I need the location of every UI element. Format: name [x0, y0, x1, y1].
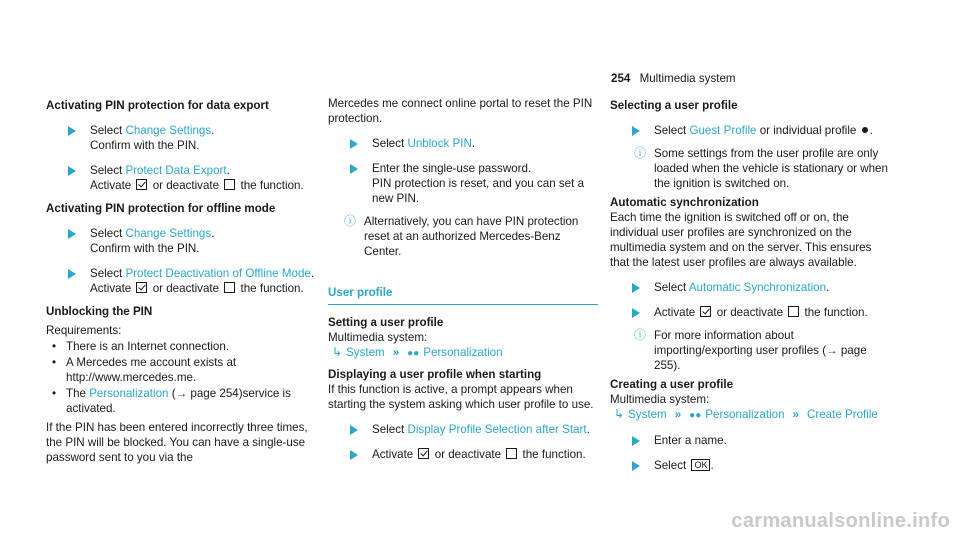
checkbox-checked-icon — [136, 282, 147, 293]
menu-link-unblock-pin[interactable]: Unblock PIN — [407, 137, 472, 150]
step: Select Guest Profile or individual profile . — [610, 123, 890, 138]
step-arrow-icon — [632, 436, 640, 446]
menu-link-automatic-sync[interactable]: Automatic Synchronization — [688, 281, 827, 294]
heading-pin-data-export: Activating PIN protection for data export — [46, 99, 269, 112]
checkbox-empty-icon — [788, 306, 799, 317]
step-arrow-icon — [632, 308, 640, 318]
column-1 — [46, 96, 316, 465]
step-arrow-icon — [632, 126, 640, 136]
heading-pin-offline-mode: Activating PIN protection for offline mode — [46, 202, 276, 215]
step: Enter a name. — [610, 433, 890, 448]
checkbox-empty-icon — [224, 282, 235, 293]
step-arrow-icon — [350, 450, 358, 460]
requirements-label: Requirements: — [46, 324, 122, 337]
chevron-double-right-icon: » — [792, 408, 799, 421]
heading-creating-user-profile: Creating a user profile — [610, 378, 734, 391]
paragraph: Each time the ignition is switched off or on, the individual user profiles are synchronized on the multimedia system and on the server. This ensures that the latest user profiles are always available. — [610, 211, 872, 269]
column-3 — [610, 96, 890, 481]
menu-path — [328, 345, 598, 361]
menu-link-personalization[interactable]: Personalization — [705, 408, 785, 421]
heading-setting-user-profile: Setting a user profile — [328, 316, 444, 329]
section-name: Multimedia system — [639, 72, 736, 85]
checkbox-checked-icon — [136, 179, 147, 190]
paragraph: If this function is active, a prompt appears when starting the system asking which user profile to use. — [328, 383, 594, 411]
step-arrow-icon — [68, 166, 76, 176]
heading-auto-sync: Automatic synchronization — [610, 196, 759, 209]
link-personalization[interactable]: Personalization — [89, 387, 169, 400]
info-icon: ⓘ — [634, 328, 647, 342]
personalization-icon: ●● — [407, 348, 420, 359]
step: Select Protect Data Export. Activate or deactivate the function. — [46, 163, 316, 193]
list-item: • A Mercedes me account exists at http://www.mercedes.me. — [46, 355, 316, 385]
menu-path-icon: ↳ — [614, 407, 625, 421]
step-arrow-icon — [68, 269, 76, 279]
radio-selected-icon — [862, 127, 868, 133]
info-note: ⓘ Alternatively, you can have PIN protection reset at an authorized Mercedes-Benz Center. — [344, 214, 579, 258]
step: Select Automatic Synchronization. — [610, 280, 890, 295]
step-arrow-icon — [632, 283, 640, 293]
step: Select Unblock PIN. — [328, 136, 598, 151]
menu-path-icon: ↳ — [332, 345, 343, 359]
step: Activate or deactivate the function. — [328, 447, 598, 462]
checkbox-checked-icon — [700, 306, 711, 317]
info-note: ⓘ Some settings from the user profile are only loaded when the vehicle is stationary or when the ignition is switched on. — [634, 146, 888, 190]
chevron-double-right-icon: » — [674, 408, 682, 421]
paragraph: If the PIN has been entered incorrectly three times, the PIN will be blocked. You can have a single-use password sent to you via the — [46, 421, 308, 464]
chevron-double-right-icon: » — [392, 346, 400, 359]
column-2 — [328, 96, 598, 470]
checkbox-checked-icon — [418, 448, 429, 459]
menu-link-protect-data-export[interactable]: Protect Data Export — [125, 164, 227, 177]
step: Select Change Settings. Confirm with the PIN. — [46, 226, 316, 256]
step-arrow-icon — [632, 461, 640, 471]
menu-link-create-profile[interactable]: Create Profile — [807, 408, 878, 421]
personalization-icon: ●● — [689, 410, 702, 421]
page-number: 254 — [611, 72, 631, 85]
info-icon: ⓘ — [344, 214, 357, 228]
multimedia-system-label: Multimedia system: — [328, 331, 428, 344]
step-arrow-icon — [350, 425, 358, 435]
menu-link-protect-deactivation-offline[interactable]: Protect Deactivation of Offline Mode — [125, 267, 311, 280]
step-arrow-icon — [350, 139, 358, 149]
step-arrow-icon — [350, 164, 358, 174]
ok-button[interactable]: OK — [691, 459, 710, 471]
menu-link-guest-profile[interactable]: Guest Profile — [689, 124, 757, 137]
menu-link-display-profile-selection[interactable]: Display Profile Selection after Start — [407, 423, 587, 436]
paragraph: Mercedes me connect online portal to reset the PIN protection. — [328, 97, 593, 125]
watermark: carmanualsonline.info — [731, 510, 950, 532]
step: Select Protect Deactivation of Offline Mode. Activate or deactivate the function. — [46, 266, 316, 296]
list-item: • There is an Internet connection. — [46, 339, 316, 354]
checkbox-empty-icon — [224, 179, 235, 190]
menu-path — [610, 407, 890, 423]
step: Select Display Profile Selection after Start. — [328, 422, 598, 437]
step: Enter the single-use password. PIN protection is reset, and you can set a new PIN. — [328, 161, 598, 206]
section-title-user-profile: User profile — [328, 285, 598, 305]
menu-link-system[interactable]: System — [346, 346, 385, 359]
step-arrow-icon — [68, 126, 76, 136]
checkbox-empty-icon — [506, 448, 517, 459]
list-item: • The Personalization (→ page 254)service is activated. — [46, 386, 316, 416]
step: Select OK . — [610, 458, 890, 473]
page-header — [611, 71, 736, 86]
info-note: ⓘ For more information about importing/exporting user profiles (→ page 255). — [634, 328, 867, 372]
info-icon: ⓘ — [634, 146, 647, 160]
heading-selecting-user-profile: Selecting a user profile — [610, 99, 738, 112]
step-arrow-icon — [68, 229, 76, 239]
menu-link-change-settings[interactable]: Change Settings — [125, 124, 212, 137]
menu-link-change-settings[interactable]: Change Settings — [125, 227, 212, 240]
menu-link-system[interactable]: System — [628, 408, 667, 421]
menu-link-personalization[interactable]: Personalization — [423, 346, 503, 359]
multimedia-system-label: Multimedia system: — [610, 393, 710, 406]
step: Select Change Settings. Confirm with the PIN. — [46, 123, 316, 153]
step: Activate or deactivate the function. — [610, 305, 890, 320]
heading-display-profile: Displaying a user profile when starting — [328, 368, 542, 381]
heading-unblocking-pin: Unblocking the PIN — [46, 305, 153, 318]
